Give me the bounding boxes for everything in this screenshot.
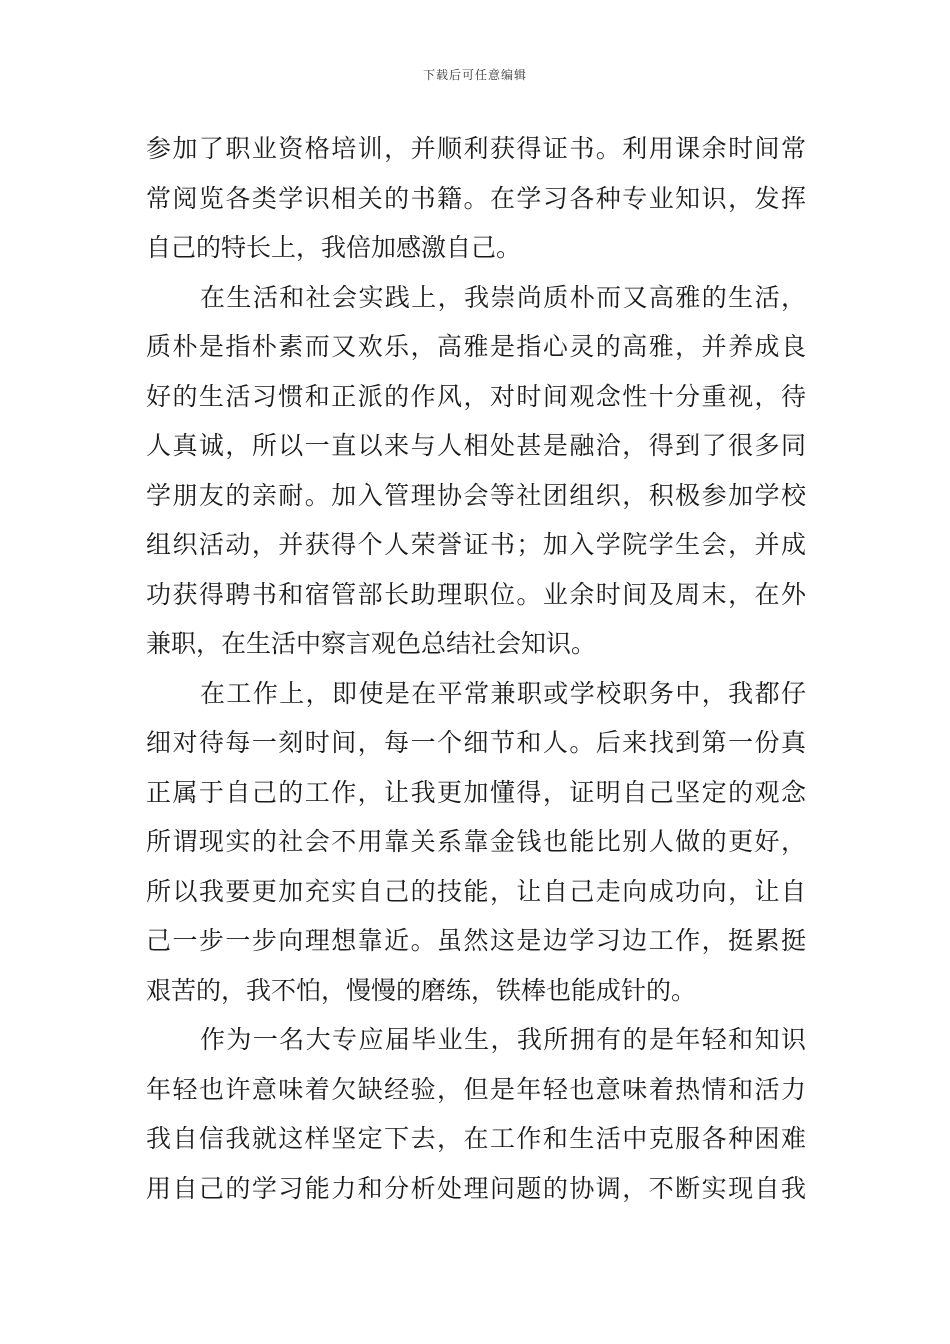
text-line: 己一步一步向理想靠近。虽然这是边学习边工作，挺累挺 <box>146 926 806 955</box>
text-line: 在生活和社会实践上，我崇尚质朴而又高雅的生活， <box>200 282 806 312</box>
text-line: 在工作上，即使是在平常兼职或学校职务中，我都仔 <box>200 678 806 708</box>
text-line: 兼职，在生活中察言观色总结社会知识。 <box>146 629 597 658</box>
text-line: 年轻也许意味着欠缺经验，但是年轻也意味着热情和活力 <box>146 1074 806 1104</box>
text-line: 好的生活习惯和正派的作风，对时间观念性十分重视，待 <box>146 381 806 411</box>
text-line: 作为一名大专应届毕业生，我所拥有的是年轻和知识 <box>200 1025 806 1054</box>
text-line: 所谓现实的社会不用靠关系靠金钱也能比别人做的更好， <box>146 827 806 856</box>
text-line: 参加了职业资格培训，并顺利获得证书。利用课余时间常 <box>146 134 806 163</box>
text-line: 人真诚，所以一直以来与人相处甚是融洽，得到了很多同 <box>146 431 806 460</box>
text-line: 自己的特长上，我倍加感激自己。 <box>146 233 522 262</box>
text-line: 我自信我就这样坚定下去，在工作和生活中克服各种困难 <box>146 1124 806 1153</box>
text-line: 正属于自己的工作，让我更加懂得，证明自己坚定的观念 <box>146 777 806 807</box>
text-line: 艰苦的，我不怕，慢慢的磨练，铁棒也能成针的。 <box>146 975 697 1005</box>
document-body <box>146 124 806 1213</box>
page-header: 下载后可任意编辑 <box>422 68 527 82</box>
text-line: 功获得聘书和宿管部长助理职位。业余时间及周末，在外 <box>146 579 806 609</box>
text-line: 细对待每一刻时间，每一个细节和人。后来找到第一份真 <box>146 728 806 757</box>
text-line: 用自己的学习能力和分析处理问题的协调，不断实现自我 <box>146 1173 806 1203</box>
text-line: 学朋友的亲耐。加入管理协会等社团组织，积极参加学校 <box>146 480 806 510</box>
text-line: 常阅览各类学识相关的书籍。在学习各种专业知识，发挥 <box>146 183 806 213</box>
text-line: 所以我要更加充实自己的技能，让自己走向成功向，让自 <box>146 876 806 906</box>
text-line: 质朴是指朴素而又欢乐，高雅是指心灵的高雅，并养成良 <box>146 332 806 361</box>
text-line: 组织活动，并获得个人荣誉证书；加入学院学生会，并成 <box>146 530 806 559</box>
